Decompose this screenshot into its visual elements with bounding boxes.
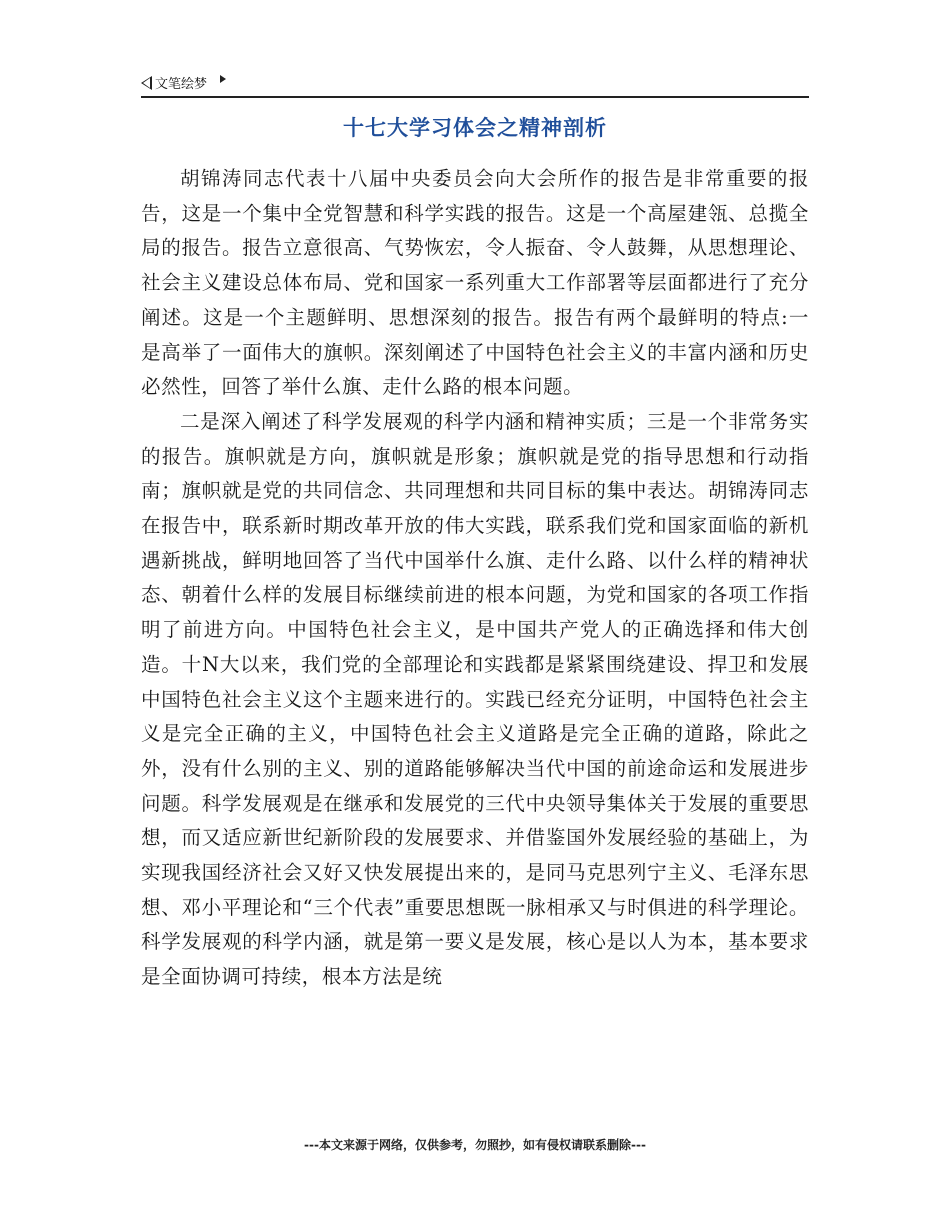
- page-header: [141, 70, 809, 98]
- document-body: [141, 162, 809, 995]
- paragraph-1: 胡锦涛同志代表十八届中央委员会向大会所作的报告是非常重要的报告，这是一个集中全党智慧和科学实践的报告。这是一个高屋建瓴、总揽全局的报告。报告立意很高、气势恢宏，令人振奋、令人鼓舞，从思想理论、社会主义建设总体布局、党和国家一系列重大工作部署等层面都进行了充分阐述。这是一个主题鲜明、思想深刻的报告。报告有两个最鲜明的特点:一是高举了一面伟大的旗帜。深刻阐述了中国特色社会主义的丰富内涵和历史必然性，回答了举什么旗、走什么路的根本问题。: [141, 167, 809, 399]
- header-brand-label: 文笔绘梦: [155, 77, 208, 92]
- page-footer-disclaimer: ---本文来源于网络，仅供参考，勿照抄，如有侵权请联系删除---: [304, 1138, 646, 1152]
- paragraph-2: 二是深入阐述了科学发展观的科学内涵和精神实质；三是一个非常务实的报告。旗帜就是方向，旗帜就是形象；旗帜就是党的指导思想和行动指南；旗帜就是党的共同信念、共同理想和共同目标的集中表达。胡锦涛同志在报告中，联系新时期改革开放的伟大实践，联系我们党和国家面临的新机遇新挑战，鲜明地回答了当代中国举什么旗、走什么路、以什么样的精神状态、朝着什么样的发展目标继续前进的根本问题，为党和国家的各项工作指明了前进方向。中国特色社会主义，是中国共产党人的正确选择和伟大创造。十N大以来，我们党的全部理论和实践都是紧紧围绕建设、捍卫和发展中国特色社会主义这个主题来进行的。实践已经充分证明，中国特色社会主义是完全正确的主义，中国特色社会主义道路是完全正确的道路，除此之外，没有什么别的主义、别的道路能够解决当代中国的前途命运和发展进步问题。科学发展观是在继承和发展党的三代中央领导集体关于发展的重要思想，而又适应新世纪新阶段的发展要求、并借鉴国外发展经验的基础上，为实现我国经济社会又好又快发展提出来的，是同马克思列宁主义、毛泽东思想、邓小平理论和“三个代表”重要思想既一脉相承又与时俱进的科学理论。科学发展观的科学内涵，就是第一要义是发展，核心是以人为本，基本要求是全面协调可持续，根本方法是统: [141, 409, 809, 989]
- document-title: 十七大学习体会之精神剖析: [343, 116, 607, 140]
- triangle-left-icon: [141, 76, 152, 90]
- header-brand: [141, 73, 226, 92]
- triangle-right-icon: [220, 75, 226, 83]
